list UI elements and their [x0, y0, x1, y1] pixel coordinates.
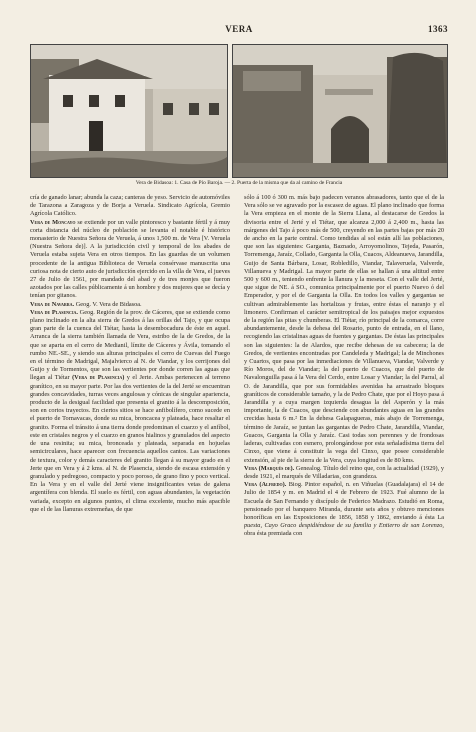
entry-heading: Vera (Marqués de). [244, 464, 295, 472]
entry-text: Genealog. Título del reino que, con la actualidad (1929), y desde 1921, el marqués de Villadarias, con grandeza. [244, 464, 444, 480]
entry-vera-marques [244, 465, 444, 481]
right-column [244, 194, 444, 724]
page-header [30, 24, 448, 38]
paragraph-text: cría de ganado lanar; abunda la caza; canteras de yeso. Servicio de automóviles de Tarazona a Zaragoza y de Borja a Veruela. Sindicato Agrícola, Gremio Agrícola Católico. [30, 194, 230, 218]
entry-vera-de-moncayo [30, 219, 230, 301]
entry-vera-de-plasencia [30, 309, 230, 514]
entry-vera-alfredo [244, 481, 444, 538]
paragraph-text: sólo á 100 ó 300 m. más bajo padecen veranos abrasadores, tanto que el de la Vera sólo se ve agravado por la escasez de aguas. El plano inclinado que forma la Vera empieza en el monte de la Sierra Llana, al destacarse de Gredos la divisoria entre el Jerté y el Tiétar, que alcanza 2,000 á 2,400 m., hasta las márgenes del Tajo á poco más de 500, creyendo en las partes bajas por más 20 de ancho en la parte central. Como tendidas al sol están allí las poblaciones, que son las siguientes: Garganta, Baznado, Arroyomolinos, Tejeda, Pasarón, Torremenga, Jaraíz, Collado, Garganta la Olla, Cuacos, Aldeanueva, Jarandilla, Guijo de Santa Bárbara, Losar, Robledillo, Viandar, Talaveruela, Valverde, Villanueva y Madrigal. La mayor parte de ellas se hallan á una altitud entre 500 y 600 m., teniendo enfrente la llanura y la meseta. Con el valle del Jerté, que sigue de NE. á SO., comunica principalmente por el puerto Nuevo ó del Emperador, y por el de Garganta la Olla. En todos los valles y gargantas se cultivan admirablemente las hortalizas y frutas, entre éstas el naranjo y el limonero. Confirman el carácter semitropical de los paisajes mejor expuestos de la región las pitas y chumberas. El Tiétar, río principal de la comarca, corre abundantemente, desde la dehesa del Rosario, punto de entrada, en el llano, recogiendo las cristalinas aguas de fuentes y gargantas. De éstas las principales son las siguientes: la de Alardos, que recibe dehesas de su cabecera; la de Gredos, de vertientes encontradas por Candeleda y Madrigal; la de Minchones y Cuartos, que pasa por las inmediaciones de Villanueva, Viandar, Valverde y Río Moros, del de Viandar; la del puerto de Cuacos, que del puerto de Navalonguilla pasa á la Vera del Cerdo, entre Losar y Viandar; la del Parral, al O. de Jarandilla, que por sus formidables avenidas ha arrastrado bloques graníticos de considerable tamaño, y la de Pedro Chate, que por el Hoyo pasa á Jarandilla y a cuya margen izquierda desagua la del Asperón y la más importante, la de Cuacos, que desciende con abundantes aguas en las grandes crecidas hasta 6 m.² En la dehesa Galapagueras, más abajo de Torremenga, término de Jaraíz, se juntan las gargantas de Pedro Chate, Jarandilla, Viandar, Guacos, Garganta la Olla y Jaraíz. Casi todas son perennes y de frondosas laderas, cultivadas con esmero, prolongándose por esta señaladísima tierra del Cinxo, que viene á constituir la vega del Cinxo, que posee considerable extensión, al pie de la sierra de la Vera, cuya longitud es de 80 kms. [244, 194, 444, 464]
entry-heading: Vera (Alfredo). [244, 481, 287, 489]
entry-heading: Vera de Moncayo [30, 218, 76, 226]
paragraph [30, 194, 230, 219]
entry-text: Biog. Pintor español, n. en Viñuelas (Guadalajara) el 14 de Julio de 1854 y m. en Madrid el 4 de Febrero de 1923. Fué alumno de la Escuela de San Fernando y discípulo de Federico Madrazo. Estudió en Roma, pensionado por el banquero Miranda, durante seis años y obtuvo menciones honoríficas en las Exposiciones de 1856, 1858 y 1862, enviando á ésta La [244, 481, 444, 521]
entry-text: se extiende por un valle pintoresco y bastante fértil y á muy corta distancia del núcleo de población se levanta el notable é histórico monasterio de Nuestra Señora de Veruela, á unos 1,500 m. de Vera [V. Veruela (Nuestra Señora de)]. A la jurisdicción civil y temporal de los abades de Veruela estaba sujeta Vera en otros tiempos. En las guardas de un volumen procedente de la antigua Biblioteca de Veruela consérvase manuscrita una curiosa nota de cierto auto de jurisdicción ejercido en la villa de Vera, el jueves 27 de Julio de 1561, por mandado del abad y de tres monjes que fueron azotados por las calles públicamente á un hombre y dos mujeres que se decía y tenían por gitanos. [30, 218, 230, 300]
entry-crossref: (Vera de Plasencia) [72, 374, 125, 382]
entry-text: obra ésta premiada con [244, 530, 303, 538]
entry-text: Geog. V. Vera de Bidasoa. [75, 300, 142, 308]
entry-italic-title: puesta, Cayo Graco despidiéndose de su familia y Entierro de san Lorenzo, [244, 522, 444, 530]
page-title: VERA [225, 24, 253, 34]
entry-text: Geog. Región de la prov. de Cáceres, que se extiende como plano inclinado en la alta sierra de Gredos á las orillas del Tajo, y que ocupa gran parte de la cuenca del Tiétar, hasta la desembocadura de éste en aquel. Arranca de la sierra también llamada de Vera, estribo de la de Gredos, de la que se aparta en el cerro de Medianil, límite de Cáceres y Ávila, tomando el rumbo NE.-SE., y siendo sus alturas principales el cerro de Cuevas del Fuego en el término de Madrigal, Majalvierco al N. de Viandar, y los cerrijones del Guijo y de Tormentos, que son las vertientes por donde corren las aguas que llegan al Tiétar [30, 308, 230, 382]
left-column [30, 194, 230, 724]
entry-vera-de-navarra [30, 301, 230, 309]
entry-text: y el Jerte. Ambas pertenecen al terreno granítico, en su mayor parte. Por las dos vertientes de la del Jerté se encuentran grandes concavidades, turras veces angulosas y cónicas de singular apariencia, producto de la desigual facilidad que presenta el granito á la descomposición, son en cortos trayectos. En ciertos sitios se hace anfibolífero, como sucede en el puerto de Tornavacas, donde su mica, broncacea y plateada, hace resaltar el granito. Forma el tránsito á una tierra donde predominan el cuarzo y el anfíbol, este en cristales negros y el cuarzo en granos hialinos y granulados del aspecto de una resinita; su mica, bronceada y plateada, separada en hojuelas semicirculares, hace aparecer con frecuencia aquellos cantos. Las variaciones de textura, color y demás caracteres del granito llegan á su mayor grado en el Jerte que en Vera y á 2 kms. al N. de Plasencia, siendo de escasa extensión y granulado y pedregoso, compacto y poco poroso, de grano fino y poco vertical. En la Vera y en el valle del Jerté viene insignificantes vetas de galena argentífera con blenda. El suelo es fértil, con aguas abundantes, la vegetación variada, excepto en algunos puntos, el clima excelente, mucho más apacible que el de las llanuras extremeñas, de que [30, 374, 230, 513]
castle-gate-photo [232, 44, 448, 178]
entry-heading: Vera de Navarra. [30, 300, 75, 308]
village-house-photo [30, 44, 228, 178]
page-number: 1363 [428, 24, 448, 34]
paragraph [244, 194, 444, 465]
entry-heading: Vera de Plasencia. [30, 308, 78, 316]
figure-caption: Vera de Bidasoa: 1. Casa de Pío Baroja. — 2. Puerta de la misma que da al camino de Francia [135, 180, 343, 186]
